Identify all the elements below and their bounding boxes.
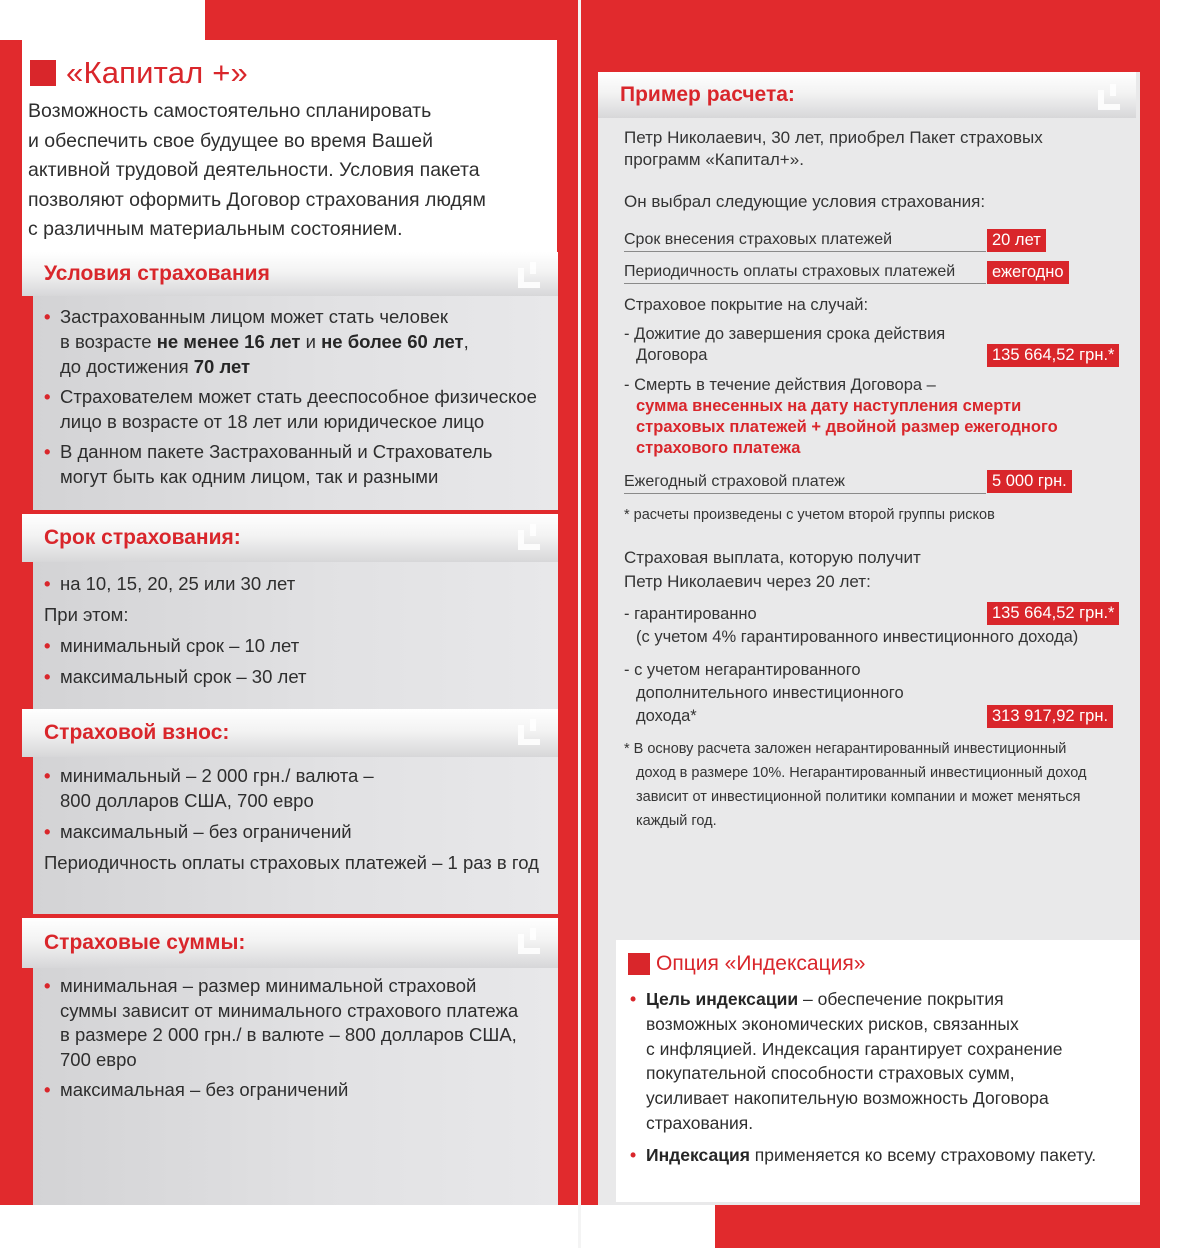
list-line: могут быть как одним лицом, так и разными — [60, 466, 439, 487]
premium-header — [22, 709, 558, 757]
list-line: покупательной способности страховых сумм, — [646, 1063, 1015, 1084]
list-line: • минимальная – размер минимальной страховой — [60, 975, 477, 996]
list-item — [44, 439, 554, 489]
title-square-icon — [628, 953, 650, 975]
intro-line: и обеспечить свое будущее во время Вашей — [28, 129, 433, 152]
list-line: возможных экономических рисков, связанных — [646, 1013, 1019, 1034]
example-header — [598, 72, 1136, 118]
nonguaranteed-value-badge: 313 917,92 грн. — [987, 705, 1113, 728]
example-chosen: Он выбрал следующие условия страхования: — [624, 192, 986, 211]
indexation-list — [630, 987, 1130, 1168]
footnote-line: каждый год. — [636, 813, 717, 829]
indexation-item — [630, 987, 1130, 1136]
indexation-title — [628, 952, 865, 976]
survival-line: - Дожитие до завершения срока действия — [624, 325, 946, 343]
logo-mark-icon — [518, 262, 544, 288]
example-intro-line: программ «Капитал+». — [624, 150, 804, 169]
coverage-label: Страховое покрытие на случай: — [624, 296, 869, 314]
premium-item — [44, 763, 564, 813]
conditions-list — [44, 304, 554, 489]
logo-mark-icon — [518, 524, 544, 550]
list-line: в размере 2 000 грн./ в валюте – 800 долларов США, — [60, 1024, 517, 1045]
term-item: • на 10, 15, 20, 25 или 30 лет — [44, 568, 554, 599]
payout-line: Петр Николаевич через 20 лет: — [624, 572, 871, 591]
list-line: • минимальный – 2 000 грн./ валюта – — [60, 765, 374, 786]
indexation-item: • Индексация применяется ко всему страховому пакету. — [630, 1143, 1130, 1168]
nonguaranteed-text — [624, 659, 984, 728]
list-line: в возрасте не менее 16 лет и не более 60 лет, — [60, 331, 469, 352]
nonguaranteed-line: дохода* — [636, 707, 697, 725]
death-red-line: страхового платежа — [636, 439, 801, 457]
annual-value-badge: 5 000 грн. — [987, 470, 1072, 493]
bottom-white-strip — [0, 1205, 715, 1248]
sums-list — [44, 974, 554, 1103]
title-square-icon — [30, 60, 56, 86]
annual-row-label: Ежегодный страховой платеж — [624, 471, 986, 494]
example-header-text: Пример расчета: — [620, 83, 795, 106]
right-white-edge — [1160, 0, 1184, 1248]
intro-line: активной трудовой деятельности. Условия пакета — [28, 159, 480, 181]
footnote-investment — [624, 737, 1124, 833]
fold-line — [578, 0, 581, 1248]
list-line: страхования. — [646, 1112, 754, 1133]
premium-item: • максимальный – без ограничений — [44, 819, 564, 844]
list-line: • Застрахованным лицом может стать человек — [60, 306, 448, 327]
intro-title-text: «Капитал +» — [66, 55, 248, 90]
nonguaranteed-line: - с учетом негарантированного — [624, 661, 861, 679]
right-red-bottom — [715, 1205, 1160, 1248]
logo-mark-icon — [518, 928, 544, 954]
top-white-strip — [0, 0, 205, 40]
term-header — [22, 514, 558, 562]
sums-header-text: Страховые суммы: — [44, 931, 246, 954]
intro-line: с различным материальным состоянием. — [28, 218, 403, 240]
period-value-badge: ежегодно — [987, 261, 1069, 284]
sums-item: • максимальная – без ограничений — [44, 1078, 554, 1103]
guaranteed-line: (с учетом 4% гарантированного инвестиционного дохода) — [636, 628, 1079, 646]
term-item: • минимальный срок – 10 лет — [44, 630, 554, 661]
conditions-header — [22, 252, 558, 296]
payout-line: Страховая выплата, которую получит — [624, 548, 921, 567]
sums-item — [44, 974, 554, 1072]
list-line: суммы зависит от минимального страхового платежа — [60, 999, 519, 1021]
footnote-line: доход в размере 10%. Негарантированный инвестиционный доход — [636, 765, 1087, 781]
death-red-line: сумма внесенных на дату наступления смерти — [636, 397, 1022, 415]
premium-body — [44, 763, 564, 875]
death-line: - Смерть в течение действия Договора – — [624, 376, 936, 394]
list-line: 800 долларов США, 700 евро — [60, 790, 314, 811]
intro-line: Возможность самостоятельно спланировать — [28, 100, 432, 122]
list-item — [44, 384, 554, 434]
list-line: • В данном пакете Застрахованный и Страхователь — [60, 441, 493, 462]
period-row-label: Периодичность оплаты страховых платежей — [624, 261, 986, 284]
survival-text — [624, 324, 984, 366]
guaranteed-line: - гарантированно — [624, 605, 757, 623]
term-header-text: Срок страхования: — [44, 526, 241, 549]
payout-text — [624, 546, 1124, 594]
guaranteed-value-badge: 135 664,52 грн.* — [987, 602, 1119, 625]
logo-mark-icon — [518, 719, 544, 745]
conditions-header-text: Условия страхования — [44, 262, 270, 285]
list-line: • Страхователем может стать дееспособное физическое — [60, 386, 537, 407]
footnote-line: * В основу расчета заложен негарантированный инвестиционный — [624, 741, 1067, 757]
term-body — [44, 568, 554, 692]
indexation-title-text: Опция «Индексация» — [656, 952, 866, 975]
nonguaranteed-line: дополнительного инвестиционного — [636, 684, 904, 702]
death-red-line: страховых платежей + двойной размер ежегодного — [636, 418, 1058, 436]
premium-frequency: Периодичность оплаты страховых платежей – 1 раз в год — [44, 852, 539, 873]
footnote-risks: * расчеты произведены с учетом второй группы рисков — [624, 507, 995, 523]
term-value-badge: 20 лет — [987, 229, 1046, 252]
list-line: • Цель индексации – обеспечение покрытия — [646, 989, 1004, 1009]
footnote-line: зависит от инвестиционной политики компании и может меняться — [636, 789, 1081, 805]
intro-title — [30, 53, 248, 93]
intro-text — [28, 97, 548, 245]
list-line: усиливает накопительную возможность Договора — [646, 1088, 1049, 1109]
survival-line: Договора — [636, 346, 708, 364]
list-item — [44, 304, 554, 379]
list-line: лицо в возрасте от 18 лет или юридическое лицо — [60, 411, 485, 432]
sums-header — [22, 918, 558, 968]
list-line: 700 евро — [60, 1048, 137, 1070]
term-item: • максимальный срок – 30 лет — [44, 661, 554, 692]
survival-value-badge: 135 664,52 грн.* — [987, 344, 1119, 367]
example-intro-line: Петр Николаевич, 30 лет, приобрел Пакет страховых — [624, 128, 1043, 147]
term-note: При этом: — [44, 604, 129, 625]
intro-line: позволяют оформить Договор страхования людям — [28, 188, 486, 211]
list-line: с инфляцией. Индексация гарантирует сохранение — [646, 1038, 1063, 1059]
list-line: до достижения 70 лет — [60, 356, 251, 377]
death-text — [624, 375, 1104, 459]
term-row-label: Срок внесения страховых платежей — [624, 229, 986, 252]
logo-mark-icon — [1098, 84, 1124, 110]
premium-header-text: Страховой взнос: — [44, 721, 230, 744]
example-intro — [624, 127, 1124, 171]
